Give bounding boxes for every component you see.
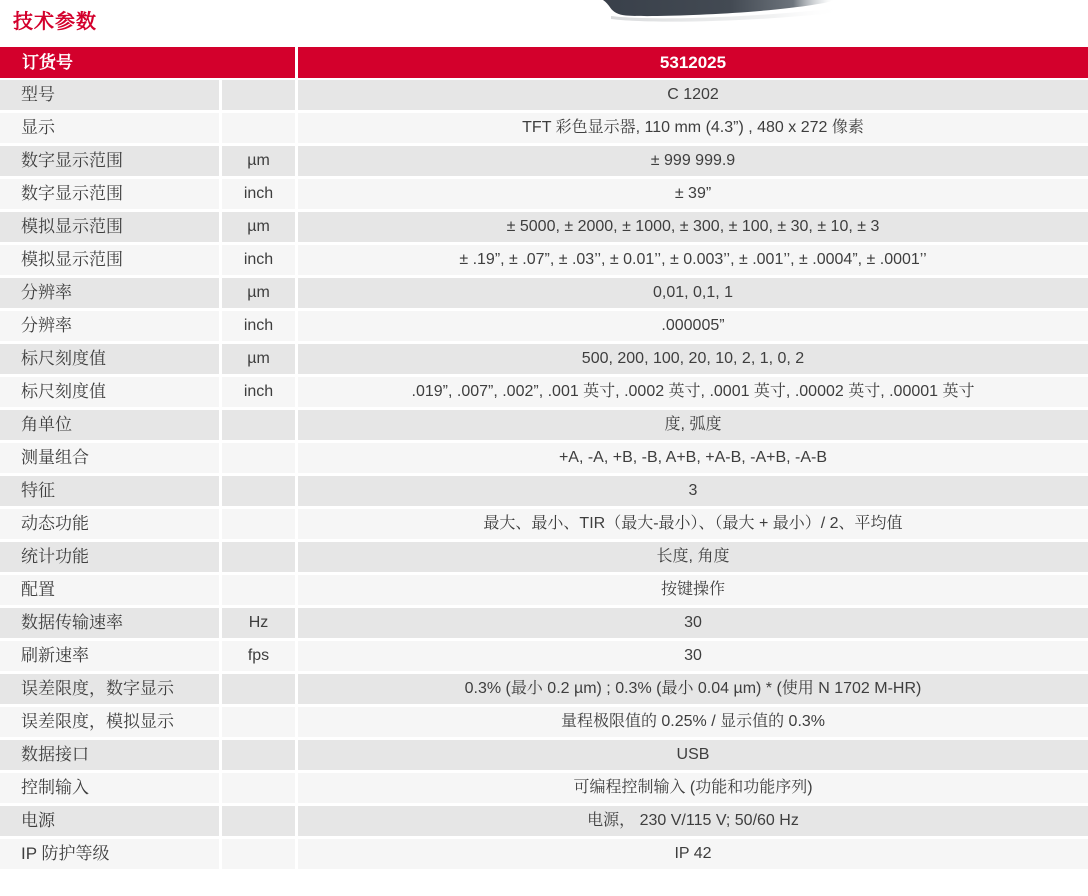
row-value: 30 (298, 608, 1088, 638)
row-label: 数字显示范围 (0, 146, 219, 176)
table-row (0, 806, 1088, 836)
header-order-number: 5312025 (298, 47, 1088, 78)
row-value: TFT 彩色显示器, 110 mm (4.3”) , 480 x 272 像素 (298, 113, 1088, 143)
row-value: 可编程控制输入 (功能和功能序列) (298, 773, 1088, 803)
table-row (0, 245, 1088, 275)
row-unit: µm (222, 212, 295, 242)
row-value: IP 42 (298, 839, 1088, 869)
row-value: C 1202 (298, 80, 1088, 110)
row-label: 误差限度，数字显示 (0, 674, 219, 704)
table-row (0, 542, 1088, 572)
row-unit (222, 740, 295, 770)
row-label: 角单位 (0, 410, 219, 440)
row-label: 标尺刻度值 (0, 377, 219, 407)
table-row (0, 443, 1088, 473)
row-label: 电源 (0, 806, 219, 836)
row-value: +A, -A, +B, -B, A+B, +A-B, -A+B, -A-B (298, 443, 1088, 473)
row-label: 显示 (0, 113, 219, 143)
table-row (0, 608, 1088, 638)
row-unit: inch (222, 311, 295, 341)
table-row (0, 509, 1088, 539)
table-row (0, 740, 1088, 770)
row-label: 标尺刻度值 (0, 344, 219, 374)
row-unit (222, 113, 295, 143)
row-value: 500, 200, 100, 20, 10, 2, 1, 0, 2 (298, 344, 1088, 374)
row-unit (222, 476, 295, 506)
row-value: ± .19”, ± .07”, ± .03’’, ± 0.01’’, ± 0.003’’, ± .001’’, ± .0004”, ± .0001’’ (298, 245, 1088, 275)
row-unit (222, 443, 295, 473)
row-label: 模拟显示范围 (0, 212, 219, 242)
row-unit: µm (222, 344, 295, 374)
row-unit (222, 575, 295, 605)
row-unit (222, 773, 295, 803)
product-photo-bottom-edge (593, 0, 858, 24)
table-row (0, 674, 1088, 704)
table-row (0, 212, 1088, 242)
row-unit (222, 674, 295, 704)
spec-table (0, 47, 1088, 869)
row-value: 度, 弧度 (298, 410, 1088, 440)
spec-rows (0, 80, 1088, 869)
row-unit (222, 410, 295, 440)
row-label: IP 防护等级 (0, 839, 219, 869)
row-label: 误差限度，模拟显示 (0, 707, 219, 737)
row-label: 配置 (0, 575, 219, 605)
table-row (0, 476, 1088, 506)
row-value: 最大、最小、TIR（最大-最小）、（最大 + 最小）/ 2、平均值 (298, 509, 1088, 539)
row-label: 测量组合 (0, 443, 219, 473)
table-row (0, 410, 1088, 440)
table-row (0, 344, 1088, 374)
table-row (0, 113, 1088, 143)
table-row (0, 641, 1088, 671)
row-unit: µm (222, 278, 295, 308)
table-header-row (0, 47, 1088, 78)
row-value: USB (298, 740, 1088, 770)
row-value: 30 (298, 641, 1088, 671)
row-label: 分辨率 (0, 278, 219, 308)
row-value: 0,01, 0,1, 1 (298, 278, 1088, 308)
row-value: 量程极限值的 0.25% / 显示值的 0.3% (298, 707, 1088, 737)
row-unit: inch (222, 179, 295, 209)
row-value: ± 39” (298, 179, 1088, 209)
row-unit: inch (222, 377, 295, 407)
row-unit: Hz (222, 608, 295, 638)
row-value: 0.3% (最小 0.2 µm) ; 0.3% (最小 0.04 µm) * (使用 N 1702 M-HR) (298, 674, 1088, 704)
row-label: 模拟显示范围 (0, 245, 219, 275)
row-unit (222, 542, 295, 572)
row-value: 按键操作 (298, 575, 1088, 605)
table-row (0, 80, 1088, 110)
table-row (0, 773, 1088, 803)
table-row (0, 707, 1088, 737)
row-unit: fps (222, 641, 295, 671)
row-value: ± 999 999.9 (298, 146, 1088, 176)
row-label: 数字显示范围 (0, 179, 219, 209)
row-unit: µm (222, 146, 295, 176)
row-value: 电源， 230 V/115 V; 50/60 Hz (298, 806, 1088, 836)
row-label: 型号 (0, 80, 219, 110)
header-label: 订货号 (0, 47, 295, 78)
table-row (0, 311, 1088, 341)
row-label: 控制输入 (0, 773, 219, 803)
row-value: ± 5000, ± 2000, ± 1000, ± 300, ± 100, ± 30, ± 10, ± 3 (298, 212, 1088, 242)
row-label: 特征 (0, 476, 219, 506)
table-row (0, 839, 1088, 869)
row-value: 3 (298, 476, 1088, 506)
row-value: .000005” (298, 311, 1088, 341)
row-unit (222, 80, 295, 110)
table-row (0, 575, 1088, 605)
row-unit (222, 839, 295, 869)
row-label: 数据接口 (0, 740, 219, 770)
row-label: 数据传输速率 (0, 608, 219, 638)
table-row (0, 146, 1088, 176)
row-label: 分辨率 (0, 311, 219, 341)
row-label: 统计功能 (0, 542, 219, 572)
row-unit (222, 806, 295, 836)
row-unit (222, 509, 295, 539)
row-unit (222, 707, 295, 737)
row-label: 动态功能 (0, 509, 219, 539)
row-label: 刷新速率 (0, 641, 219, 671)
table-row (0, 377, 1088, 407)
page-title: 技术参数 (13, 11, 97, 33)
table-row (0, 179, 1088, 209)
row-unit: inch (222, 245, 295, 275)
row-value: .019”, .007”, .002”, .001 英寸, .0002 英寸, .0001 英寸, .00002 英寸, .00001 英寸 (298, 377, 1088, 407)
table-row (0, 278, 1088, 308)
row-value: 长度, 角度 (298, 542, 1088, 572)
